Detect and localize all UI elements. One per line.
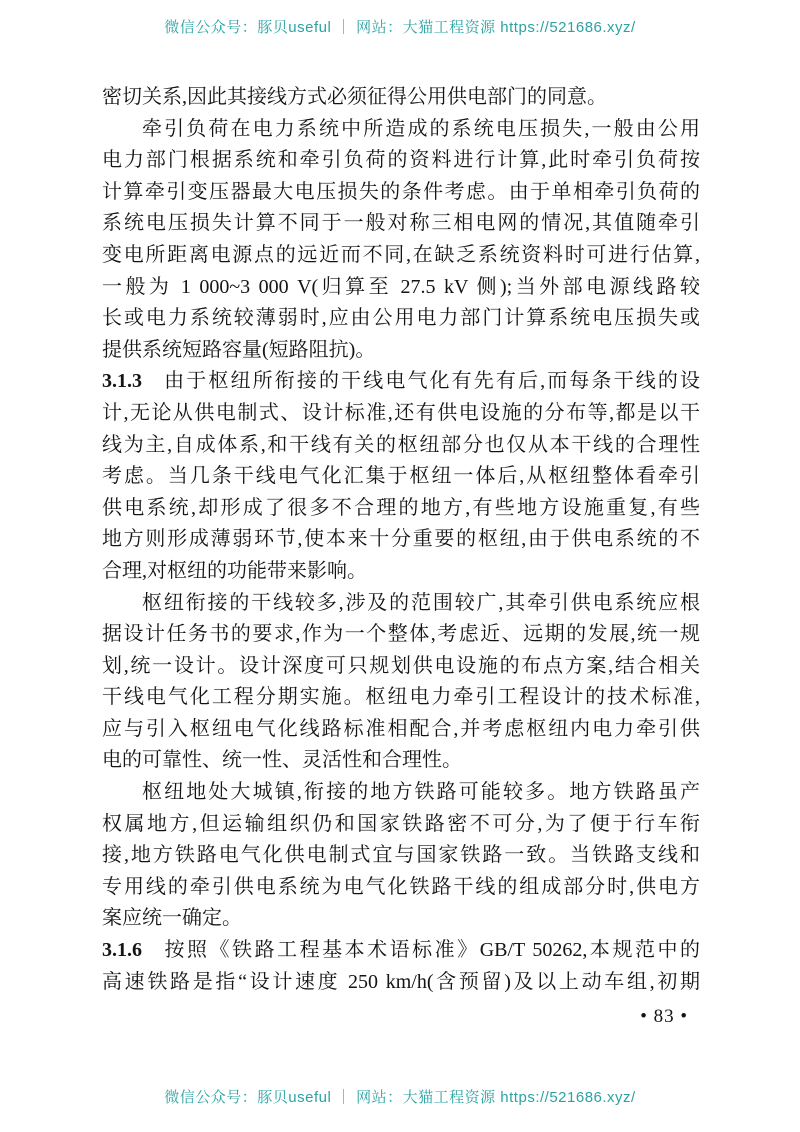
paragraph [102,777,700,935]
text-line: 电的可靠性、统一性、灵活性和合理性。 [102,749,462,772]
text-line: 划,统一设计。设计深度可只规划供电设施的布点方案,结合相关 [102,654,700,677]
watermark-footer: 微信公众号：豚贝useful ｜ 网站：大猫工程资源 https://521686.xyz/ [164,1089,636,1106]
text-line: 提供系统短路容量(短路阻抗)。 [102,338,376,361]
text-line: 案应统一确定。 [102,907,242,930]
text-line: 高速铁路是指“设计速度 250 km/h(含预留)及以上动车组,初期 [102,970,700,993]
clause-number: 3.1.6 [102,939,142,962]
page-number: • 83 • [640,1006,688,1027]
text-line: 系统电压损失计算不同于一般对称三相电网的情况,其值随牵引 [102,212,700,235]
paragraph [102,366,700,587]
text-line: 3.1.6 按照《铁路工程基本术语标准》GB/T 50262,本规范中的 [102,939,700,962]
text-line: 3.1.3 由于枢纽所衔接的干线电气化有先有后,而每条干线的设 [102,370,700,393]
text-line: 长或电力系统较薄弱时,应由公用电力部门计算系统电压损失或 [102,307,700,330]
watermark-header: 微信公众号：豚贝useful ｜ 网站：大猫工程资源 https://521686.xyz/ [164,19,636,36]
text-line: 一般为 1 000~3 000 V(归算至 27.5 kV 侧);当外部电源线路较 [102,275,700,298]
paragraph [102,935,700,998]
text-body [102,82,700,998]
text-line: 专用线的牵引供电系统为电气化铁路干线的组成部分时,供电方 [102,875,700,898]
text-line: 密切关系,因此其接线方式必须征得公用供电部门的同意。 [102,86,607,108]
text-line: 地方则形成薄弱环节,使本来十分重要的枢纽,由于供电系统的不 [102,528,700,551]
text-line: 枢纽衔接的干线较多,涉及的范围较广,其牵引供电系统应根 [142,591,700,614]
text-line: 权属地方,但运输组织仍和国家铁路密不可分,为了便于行车衔 [102,812,700,835]
text-line: 干线电气化工程分期实施。枢纽电力牵引工程设计的技术标准, [102,686,700,709]
text-line: 变电所距离电源点的远近而不同,在缺乏系统资料时可进行估算, [102,243,700,266]
text-line: 牵引负荷在电力系统中所造成的系统电压损失,一般由公用 [142,117,700,140]
paragraph [102,114,700,367]
text-line: 计,无论从供电制式、设计标准,还有供电设施的分布等,都是以干 [102,401,700,424]
text-line: 据设计任务书的要求,作为一个整体,考虑近、远期的发展,统一规 [102,623,700,646]
text-line: 供电系统,却形成了很多不合理的地方,有些地方设施重复,有些 [102,496,700,519]
text-line: 枢纽地处大城镇,衔接的地方铁路可能较多。地方铁路虽产 [142,781,700,804]
text-line: 应与引入枢纽电气化线路标准相配合,并考虑枢纽内电力牵引供 [102,717,700,740]
paragraph [102,588,700,778]
text-line: 线为主,自成体系,和干线有关的枢纽部分也仅从本干线的合理性 [102,433,700,456]
text-line: 考虑。当几条干线电气化汇集于枢纽一体后,从枢纽整体看牵引 [102,465,700,488]
text-line: 电力部门根据系统和牵引负荷的资料进行计算,此时牵引负荷按 [102,149,700,172]
clause-number: 3.1.3 [102,370,142,393]
text-line: 接,地方铁路电气化供电制式宜与国家铁路一致。当铁路支线和 [102,844,700,867]
paragraph [102,82,700,114]
text-line: 合理,对枢纽的功能带来影响。 [102,559,367,582]
text-line: 计算牵引变压器最大电压损失的条件考虑。由于单相牵引负荷的 [102,180,700,203]
